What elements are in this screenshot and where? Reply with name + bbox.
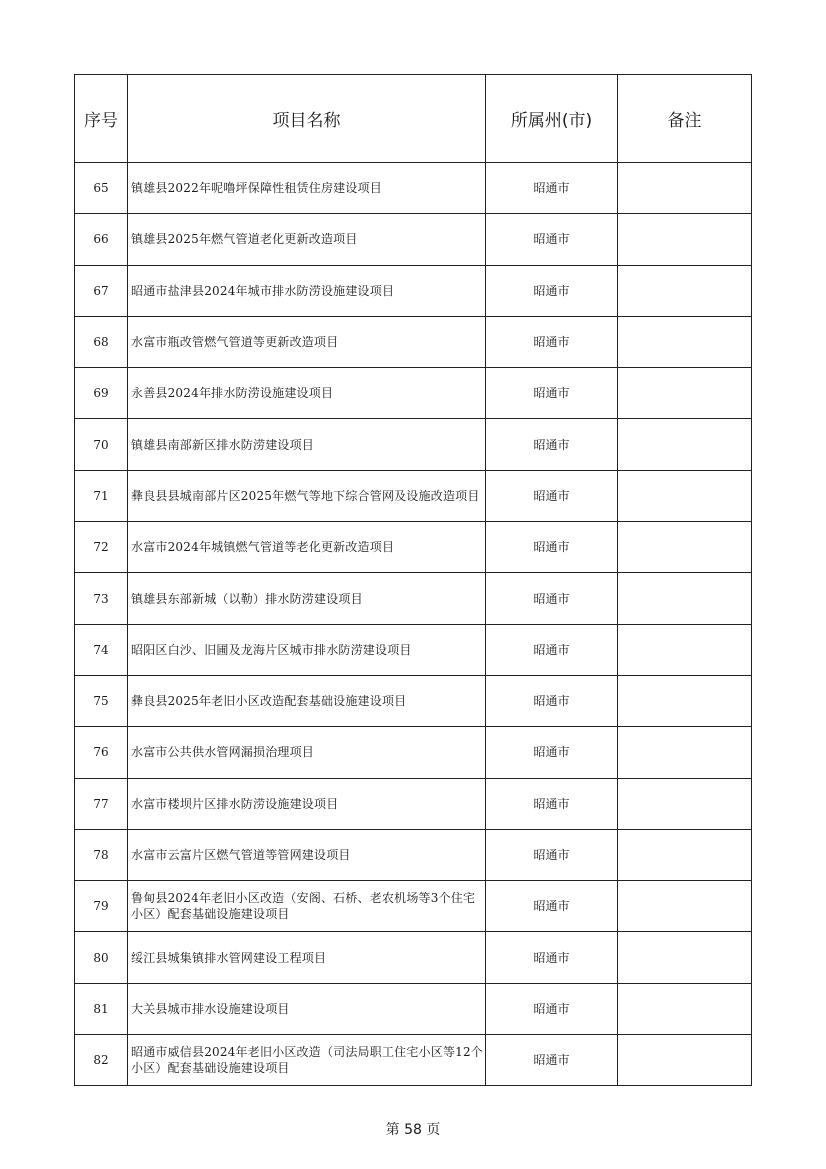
cell-serial-number: 65 [75,163,128,214]
cell-serial-number: 67 [75,265,128,316]
cell-prefecture-city: 昭通市 [486,368,618,419]
cell-serial-number: 74 [75,624,128,675]
cell-remarks [618,932,752,983]
cell-serial-number: 79 [75,881,128,932]
cell-project-name: 镇雄县南部新区排水防涝建设项目 [128,419,486,470]
cell-prefecture-city: 昭通市 [486,1035,618,1086]
table-row [75,573,752,624]
cell-remarks [618,573,752,624]
cell-project-name: 绥江县城集镇排水管网建设工程项目 [128,932,486,983]
cell-remarks [618,624,752,675]
table-row [75,214,752,265]
cell-project-name: 彝良县县城南部片区2025年燃气等地下综合管网及设施改造项目 [128,470,486,521]
cell-project-name: 水富市瓶改管燃气管道等更新改造项目 [128,316,486,367]
table-header-row [75,75,752,163]
table-body [75,163,752,1086]
cell-remarks [618,983,752,1034]
project-table [74,74,752,1086]
cell-project-name: 水富市楼坝片区排水防涝设施建设项目 [128,778,486,829]
cell-prefecture-city: 昭通市 [486,624,618,675]
cell-serial-number: 68 [75,316,128,367]
table-row [75,419,752,470]
header-project-name: 项目名称 [128,75,486,163]
cell-remarks [618,829,752,880]
cell-prefecture-city: 昭通市 [486,419,618,470]
cell-remarks [618,265,752,316]
cell-project-name: 昭通市盐津县2024年城市排水防涝设施建设项目 [128,265,486,316]
cell-serial-number: 69 [75,368,128,419]
cell-project-name: 镇雄县东部新城（以勒）排水防涝建设项目 [128,573,486,624]
cell-serial-number: 80 [75,932,128,983]
cell-remarks [618,778,752,829]
cell-project-name: 镇雄县2022年呢噜坪保障性租赁住房建设项目 [128,163,486,214]
cell-prefecture-city: 昭通市 [486,573,618,624]
table-row [75,163,752,214]
cell-serial-number: 82 [75,1035,128,1086]
table-row [75,983,752,1034]
cell-remarks [618,470,752,521]
cell-remarks [618,675,752,726]
cell-prefecture-city: 昭通市 [486,881,618,932]
cell-project-name: 昭通市威信县2024年老旧小区改造（司法局职工住宅小区等12个小区）配套基础设施建设项目 [128,1035,486,1086]
cell-serial-number: 75 [75,675,128,726]
cell-prefecture-city: 昭通市 [486,214,618,265]
cell-remarks [618,522,752,573]
header-remarks: 备注 [618,75,752,163]
table-row [75,265,752,316]
cell-serial-number: 81 [75,983,128,1034]
header-prefecture-city: 所属州(市) [486,75,618,163]
cell-remarks [618,316,752,367]
cell-remarks [618,1035,752,1086]
cell-remarks [618,214,752,265]
table-row [75,470,752,521]
table-row [75,881,752,932]
table-row [75,727,752,778]
cell-project-name: 大关县城市排水设施建设项目 [128,983,486,1034]
cell-prefecture-city: 昭通市 [486,265,618,316]
table-row [75,1035,752,1086]
cell-serial-number: 72 [75,522,128,573]
cell-serial-number: 71 [75,470,128,521]
cell-prefecture-city: 昭通市 [486,778,618,829]
cell-remarks [618,368,752,419]
cell-prefecture-city: 昭通市 [486,470,618,521]
cell-project-name: 镇雄县2025年燃气管道老化更新改造项目 [128,214,486,265]
cell-project-name: 鲁甸县2024年老旧小区改造（安阁、石桥、老农机场等3个住宅小区）配套基础设施建设项目 [128,881,486,932]
cell-project-name: 水富市公共供水管网漏损治理项目 [128,727,486,778]
cell-prefecture-city: 昭通市 [486,829,618,880]
cell-prefecture-city: 昭通市 [486,163,618,214]
table-row [75,368,752,419]
cell-prefecture-city: 昭通市 [486,316,618,367]
cell-serial-number: 66 [75,214,128,265]
cell-serial-number: 78 [75,829,128,880]
cell-prefecture-city: 昭通市 [486,983,618,1034]
cell-serial-number: 76 [75,727,128,778]
table-row [75,316,752,367]
table-row [75,675,752,726]
cell-prefecture-city: 昭通市 [486,675,618,726]
table-row [75,522,752,573]
cell-project-name: 昭阳区白沙、旧圃及龙海片区城市排水防涝建设项目 [128,624,486,675]
cell-serial-number: 73 [75,573,128,624]
cell-project-name: 水富市云富片区燃气管道等管网建设项目 [128,829,486,880]
cell-remarks [618,727,752,778]
cell-serial-number: 70 [75,419,128,470]
cell-prefecture-city: 昭通市 [486,932,618,983]
cell-remarks [618,881,752,932]
table-row [75,829,752,880]
cell-remarks [618,163,752,214]
cell-prefecture-city: 昭通市 [486,727,618,778]
cell-prefecture-city: 昭通市 [486,522,618,573]
table-row [75,932,752,983]
table-row [75,624,752,675]
cell-project-name: 永善县2024年排水防涝设施建设项目 [128,368,486,419]
cell-project-name: 水富市2024年城镇燃气管道等老化更新改造项目 [128,522,486,573]
header-serial-number: 序号 [75,75,128,163]
page-number: 第 58 页 [385,1122,441,1138]
table-row [75,778,752,829]
cell-serial-number: 77 [75,778,128,829]
cell-remarks [618,419,752,470]
cell-project-name: 彝良县2025年老旧小区改造配套基础设施建设项目 [128,675,486,726]
